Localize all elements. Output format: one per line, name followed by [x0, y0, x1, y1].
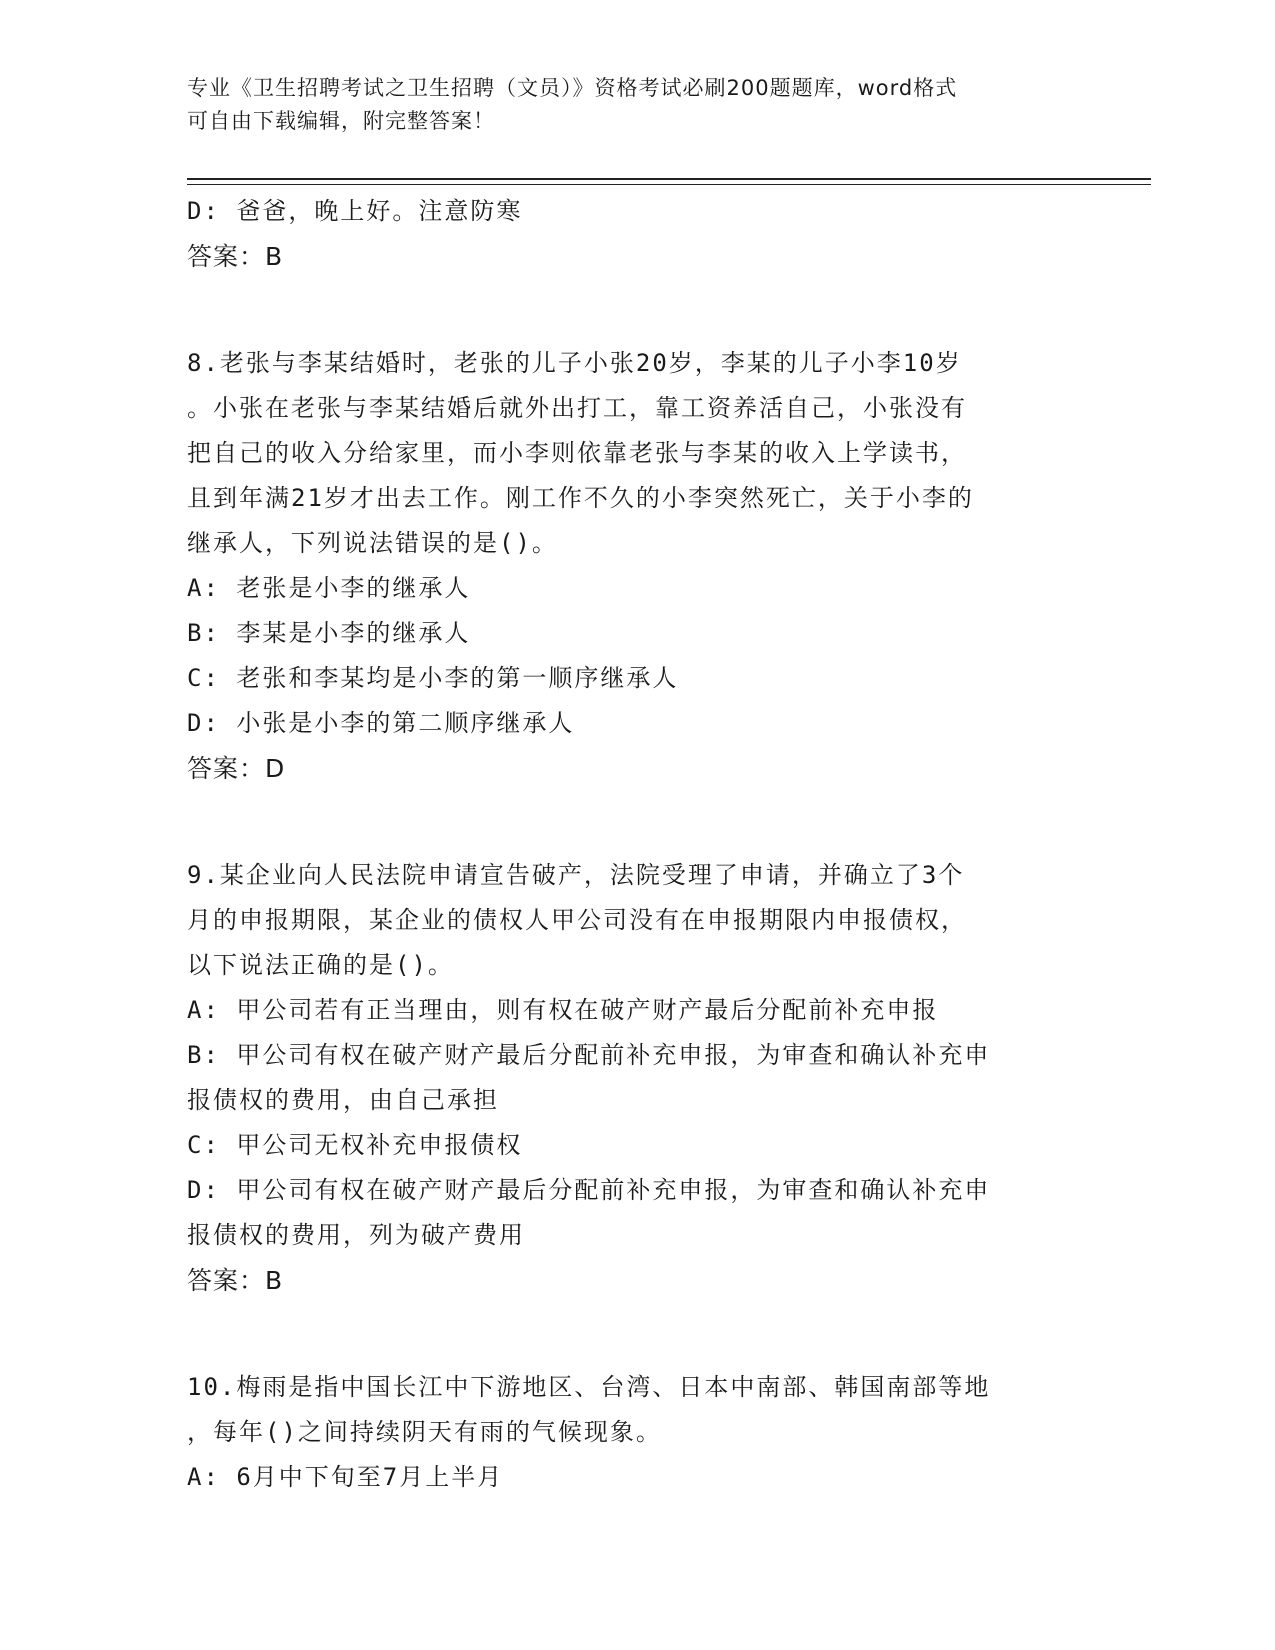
option-d: D: 甲公司有权在破产财产最后分配前补充申报，为审查和确认补充申 — [187, 1176, 991, 1204]
question-text-line: 把自己的收入分给家里，而小李则依靠老张与李某的收入上学读书， — [187, 439, 967, 467]
option-d: D: 小张是小李的第二顺序继承人 — [187, 709, 575, 737]
question-text-line: 且到年满21岁才出去工作。刚工作不久的小李突然死亡，关于小李的 — [187, 484, 974, 512]
option-a: A: 老张是小李的继承人 — [187, 574, 471, 602]
header-rule-thin — [187, 184, 1151, 185]
document-body — [187, 189, 1077, 1500]
header-line: 可自由下载编辑，附完整答案！ — [187, 109, 495, 133]
option-c: C: 甲公司无权补充申报债权 — [187, 1131, 523, 1159]
question-text-line: ，每年()之间持续阴天有雨的气候现象。 — [187, 1418, 662, 1446]
answer-line: 答案：B — [187, 1266, 284, 1295]
question-8 — [187, 341, 1077, 791]
option-a: A: 甲公司若有正当理由，则有权在破产财产最后分配前补充申报 — [187, 996, 939, 1024]
header-rule-thick — [187, 178, 1151, 180]
option-d-continued: 报债权的费用，列为破产费用 — [187, 1221, 525, 1249]
question-text-line: 9.某企业向人民法院申请宣告破产，法院受理了申请，并确立了3个 — [187, 861, 965, 889]
question-text-line: 月的申报期限，某企业的债权人甲公司没有在申报期限内申报债权， — [187, 906, 967, 934]
question-text-line: 8.老张与李某结婚时，老张的儿子小张20岁，李某的儿子小李10岁 — [187, 349, 962, 377]
question-text-line: 。小张在老张与李某结婚后就外出打工，靠工资养活自己，小张没有 — [187, 394, 967, 422]
question-10 — [187, 1365, 1077, 1500]
question-text-line: 10.梅雨是指中国长江中下游地区、台湾、日本中南部、韩国南部等地 — [187, 1373, 991, 1401]
option-c: C: 老张和李某均是小李的第一顺序继承人 — [187, 664, 679, 692]
option-a: A: 6月中下旬至7月上半月 — [187, 1463, 504, 1491]
previous-question — [187, 189, 1077, 279]
question-9 — [187, 853, 1077, 1303]
option-d: D: 爸爸，晚上好。注意防寒 — [187, 197, 523, 225]
answer-line: 答案：B — [187, 242, 284, 271]
option-b-continued: 报债权的费用，由自己承担 — [187, 1086, 499, 1114]
document-header — [187, 72, 1067, 138]
answer-line: 答案：D — [187, 754, 286, 783]
option-b: B: 李某是小李的继承人 — [187, 619, 471, 647]
header-line: 专业《卫生招聘考试之卫生招聘（文员）》资格考试必刷200题题库，word格式 — [187, 76, 958, 100]
question-text-line: 继承人，下列说法错误的是()。 — [187, 529, 558, 557]
option-b: B: 甲公司有权在破产财产最后分配前补充申报，为审查和确认补充申 — [187, 1041, 991, 1069]
question-text-line: 以下说法正确的是()。 — [187, 951, 454, 979]
